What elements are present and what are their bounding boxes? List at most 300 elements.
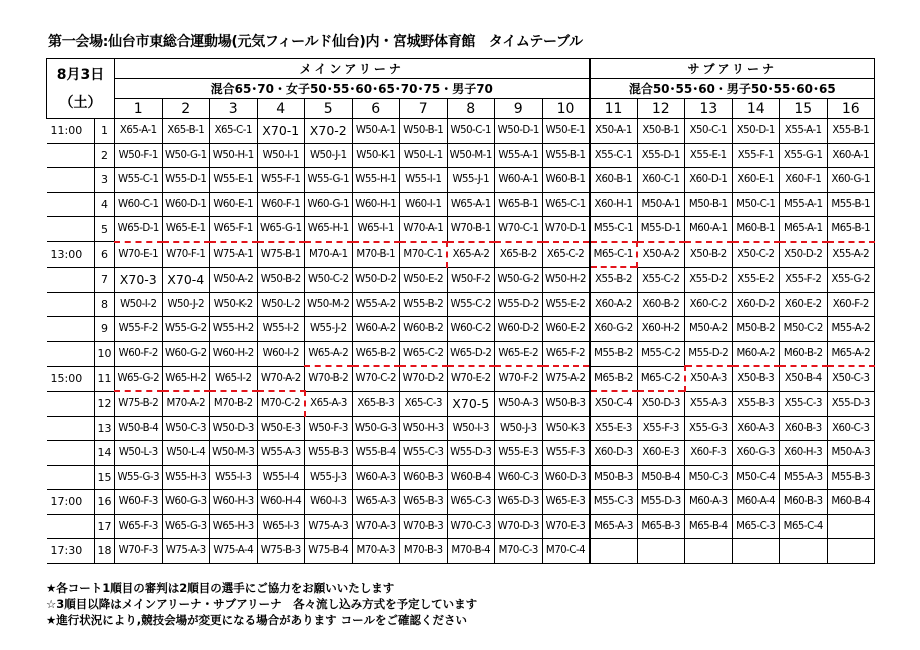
match-cell: M70-C-3 [495, 539, 543, 564]
round-number: 4 [95, 192, 115, 217]
table-row [47, 143, 875, 168]
match-cell: W70-A-3 [352, 514, 400, 539]
match-cell: M55-B-1 [827, 192, 875, 217]
match-cell: W65-C-1 [542, 192, 590, 217]
match-cell: M60-B-2 [780, 341, 828, 366]
match-cell: M50-C-1 [732, 192, 780, 217]
match-cell: W70-E-1 [115, 242, 163, 268]
match-cell: X55-D-1 [637, 143, 685, 168]
match-cell: W50-H-2 [542, 267, 590, 292]
match-cell: X55-C-3 [780, 391, 828, 416]
match-cell: W70-B-3 [400, 514, 448, 539]
match-cell: W75-A-2 [542, 366, 590, 391]
match-cell: W50-J-2 [162, 292, 210, 317]
match-cell: W65-C-3 [447, 490, 495, 515]
time-label [47, 465, 95, 490]
match-cell: X60-F-2 [827, 292, 875, 317]
match-cell: M50-B-3 [590, 465, 638, 490]
match-cell: W60-D-1 [162, 192, 210, 217]
match-cell: W50-H-3 [400, 416, 448, 441]
round-number: 14 [95, 441, 115, 466]
match-cell: W60-B-4 [447, 465, 495, 490]
table-row [47, 168, 875, 193]
match-cell: X70-1 [257, 119, 305, 144]
time-label [47, 514, 95, 539]
match-cell: X55-E-2 [732, 267, 780, 292]
table-row [47, 192, 875, 217]
match-cell: M55-D-3 [637, 490, 685, 515]
match-cell: M55-C-3 [590, 490, 638, 515]
match-cell: W65-H-2 [162, 366, 210, 391]
match-cell: X50-B-2 [685, 242, 733, 268]
match-cell: W65-D-3 [495, 490, 543, 515]
match-cell: X60-B-3 [780, 416, 828, 441]
match-cell: W50-D-1 [495, 119, 543, 144]
match-cell: W50-I-2 [115, 292, 163, 317]
match-cell: W50-C-1 [447, 119, 495, 144]
match-cell: W60-F-2 [115, 341, 163, 366]
sub-arena-categories: 混合50･55･60・男子50･55･60･65 [590, 79, 875, 99]
match-cell: W65-G-2 [115, 366, 163, 391]
match-cell [590, 539, 638, 564]
match-cell: W50-M-1 [447, 143, 495, 168]
match-cell: W70-D-2 [400, 366, 448, 391]
match-cell: M65-C-3 [732, 514, 780, 539]
match-cell: W60-F-1 [257, 192, 305, 217]
match-cell: X50-C-4 [590, 391, 638, 416]
match-cell: X55-A-1 [780, 119, 828, 144]
round-number: 18 [95, 539, 115, 564]
match-cell: M55-B-3 [827, 465, 875, 490]
match-cell: W75-B-3 [257, 539, 305, 564]
match-cell: W65-F-1 [210, 217, 258, 242]
match-cell: W55-J-1 [447, 168, 495, 193]
round-number: 16 [95, 490, 115, 515]
match-cell: W50-B-3 [542, 391, 590, 416]
time-label: 15:00 [47, 366, 95, 391]
match-cell: X50-D-2 [780, 242, 828, 268]
match-cell: X55-G-3 [685, 416, 733, 441]
match-cell: W75-A-3 [162, 539, 210, 564]
match-cell: W65-E-2 [495, 341, 543, 366]
match-cell: W65-A-2 [305, 341, 353, 366]
match-cell: W70-D-3 [495, 514, 543, 539]
match-cell: W60-C-1 [115, 192, 163, 217]
round-number: 1 [95, 119, 115, 144]
match-cell: W70-A-2 [257, 366, 305, 391]
match-cell: W55-G-1 [305, 168, 353, 193]
match-cell: M50-A-3 [827, 441, 875, 466]
match-cell: W50-H-1 [210, 143, 258, 168]
match-cell: W55-G-3 [115, 465, 163, 490]
match-cell: W75-B-2 [115, 391, 163, 416]
match-cell: W60-I-2 [257, 341, 305, 366]
match-cell: W60-H-3 [210, 490, 258, 515]
match-cell: W55-F-1 [257, 168, 305, 193]
match-cell: W55-B-2 [400, 292, 448, 317]
match-cell: X60-G-3 [732, 441, 780, 466]
match-cell: W55-C-2 [447, 292, 495, 317]
table-row [47, 341, 875, 366]
match-cell: X55-D-2 [685, 267, 733, 292]
match-cell: W70-B-1 [447, 217, 495, 242]
match-cell: W60-G-3 [162, 490, 210, 515]
match-cell: M55-B-2 [590, 341, 638, 366]
match-cell: M70-B-3 [400, 539, 448, 564]
match-cell: W50-C-2 [305, 267, 353, 292]
court-11-header: 11 [590, 99, 638, 119]
match-cell: W65-D-2 [447, 341, 495, 366]
court-12-header: 12 [637, 99, 685, 119]
match-cell: W55-I-1 [400, 168, 448, 193]
timetable [46, 58, 875, 564]
match-cell: W65-E-3 [542, 490, 590, 515]
match-cell: W65-A-3 [352, 490, 400, 515]
match-cell: X60-D-1 [685, 168, 733, 193]
match-cell: W60-C-2 [447, 317, 495, 342]
match-cell: W55-F-3 [542, 441, 590, 466]
match-cell: W50-K-2 [210, 292, 258, 317]
round-number: 9 [95, 317, 115, 342]
match-cell: M60-B-3 [780, 490, 828, 515]
match-cell: X65-A-3 [305, 391, 353, 416]
match-cell: X55-C-2 [637, 267, 685, 292]
match-cell: W70-F-1 [162, 242, 210, 268]
match-cell: W55-B-1 [542, 143, 590, 168]
match-cell: W60-G-2 [162, 341, 210, 366]
match-cell: X60-A-2 [590, 292, 638, 317]
match-cell: X60-D-2 [732, 292, 780, 317]
match-cell: M60-A-4 [732, 490, 780, 515]
match-cell: W65-I-2 [210, 366, 258, 391]
match-cell: X55-E-3 [590, 416, 638, 441]
match-cell: X60-E-1 [732, 168, 780, 193]
match-cell: X60-D-3 [590, 441, 638, 466]
time-label [47, 416, 95, 441]
match-cell: W65-F-3 [115, 514, 163, 539]
match-cell: W60-B-1 [542, 168, 590, 193]
match-cell: X55-F-1 [732, 143, 780, 168]
match-cell: W50-I-1 [257, 143, 305, 168]
match-cell: M60-A-1 [685, 217, 733, 242]
table-row [47, 391, 875, 416]
match-cell: M60-A-2 [732, 341, 780, 366]
sub-arena-header: サブアリーナ [590, 59, 875, 79]
match-cell: W60-A-2 [352, 317, 400, 342]
match-cell: W70-C-1 [495, 217, 543, 242]
time-label: 13:00 [47, 242, 95, 268]
match-cell: X65-C-1 [210, 119, 258, 144]
round-number: 12 [95, 391, 115, 416]
time-label [47, 168, 95, 193]
match-cell: W65-I-1 [352, 217, 400, 242]
match-cell: W65-A-1 [447, 192, 495, 217]
match-cell: M55-C-1 [590, 217, 638, 242]
round-number: 6 [95, 242, 115, 268]
match-cell: X65-C-2 [542, 242, 590, 268]
match-cell: X55-B-1 [827, 119, 875, 144]
round-number: 10 [95, 341, 115, 366]
court-6-header: 6 [352, 99, 400, 119]
date: 8月3日 [56, 66, 105, 83]
match-cell: W50-E-3 [257, 416, 305, 441]
match-cell: W55-E-3 [495, 441, 543, 466]
match-cell: M55-D-2 [685, 341, 733, 366]
match-cell: W55-I-2 [257, 317, 305, 342]
match-cell: W65-C-2 [400, 341, 448, 366]
round-number: 15 [95, 465, 115, 490]
table-row [47, 119, 875, 144]
match-cell: W50-F-3 [305, 416, 353, 441]
match-cell: X60-H-3 [780, 441, 828, 466]
time-label [47, 217, 95, 242]
match-cell: W55-D-2 [495, 292, 543, 317]
match-cell: W50-E-2 [400, 267, 448, 292]
match-cell: W75-A-3 [305, 514, 353, 539]
court-4-header: 4 [257, 99, 305, 119]
match-cell: W60-A-3 [352, 465, 400, 490]
match-cell: X65-C-3 [400, 391, 448, 416]
match-cell: W55-I-4 [257, 465, 305, 490]
match-cell [780, 539, 828, 564]
match-cell: W55-H-3 [162, 465, 210, 490]
match-cell: W70-D-1 [542, 217, 590, 242]
match-cell: W60-E-2 [542, 317, 590, 342]
match-cell: W55-F-2 [115, 317, 163, 342]
match-cell: W50-L-2 [257, 292, 305, 317]
match-cell: M65-C-4 [780, 514, 828, 539]
match-cell: M50-C-3 [685, 465, 733, 490]
match-cell: W70-E-3 [542, 514, 590, 539]
match-cell: X60-A-1 [827, 143, 875, 168]
match-cell: W55-A-2 [352, 292, 400, 317]
note-2: ☆3順目以降はメインアリーナ・サブアリーナ 各々流し込み方式を予定しています [46, 597, 478, 611]
match-cell: M70-C-4 [542, 539, 590, 564]
match-cell: W70-C-2 [352, 366, 400, 391]
match-cell: X55-A-3 [685, 391, 733, 416]
match-cell: W65-B-2 [352, 341, 400, 366]
time-label [47, 192, 95, 217]
match-cell: W60-I-3 [305, 490, 353, 515]
match-cell: W50-L-3 [115, 441, 163, 466]
note-1: ★各コート1順目の審判は2順目の選手にご協力をお願いいたします [46, 581, 395, 595]
match-cell: X50-B-1 [637, 119, 685, 144]
match-cell: M60-B-4 [827, 490, 875, 515]
match-cell: X55-G-2 [827, 267, 875, 292]
match-cell: M70-C-1 [400, 242, 448, 268]
match-cell: W60-G-1 [305, 192, 353, 217]
match-cell: X55-F-2 [780, 267, 828, 292]
court-15-header: 15 [780, 99, 828, 119]
match-cell: W65-H-1 [305, 217, 353, 242]
match-cell: W70-E-2 [447, 366, 495, 391]
match-cell: W70-B-2 [305, 366, 353, 391]
court-8-header: 8 [447, 99, 495, 119]
match-cell: W50-A-1 [352, 119, 400, 144]
match-cell: W50-B-1 [400, 119, 448, 144]
match-cell: W75-A-1 [210, 242, 258, 268]
match-cell: M70-A-3 [352, 539, 400, 564]
match-cell: W55-J-2 [305, 317, 353, 342]
match-cell: X55-B-2 [590, 267, 638, 292]
match-cell: X55-F-3 [637, 416, 685, 441]
match-cell: W60-E-1 [210, 192, 258, 217]
match-cell: W75-B-1 [257, 242, 305, 268]
match-cell: X60-C-3 [827, 416, 875, 441]
match-cell: W70-F-2 [495, 366, 543, 391]
match-cell: X50-B-4 [780, 366, 828, 391]
match-cell: X65-A-2 [447, 242, 495, 268]
match-cell: W55-C-1 [115, 168, 163, 193]
match-cell: W50-L-4 [162, 441, 210, 466]
time-label: 17:00 [47, 490, 95, 515]
match-cell: X70-3 [115, 267, 163, 292]
note-3: ★進行状況により,競技会場が変更になる場合があります コールをご確認ください [46, 613, 467, 627]
match-cell: X55-E-1 [685, 143, 733, 168]
match-cell: W50-F-2 [447, 267, 495, 292]
table-row [47, 267, 875, 292]
table-row [47, 242, 875, 268]
match-cell: W70-F-3 [115, 539, 163, 564]
court-3-header: 3 [210, 99, 258, 119]
court-2-header: 2 [162, 99, 210, 119]
match-cell: M55-A-2 [827, 317, 875, 342]
match-cell: W65-I-3 [257, 514, 305, 539]
match-cell: W75-A-4 [210, 539, 258, 564]
match-cell: W60-H-1 [352, 192, 400, 217]
match-cell: X60-B-1 [590, 168, 638, 193]
round-number: 11 [95, 366, 115, 391]
match-cell: W70-C-3 [447, 514, 495, 539]
table-row [47, 441, 875, 466]
match-cell: X55-D-3 [827, 391, 875, 416]
round-number: 2 [95, 143, 115, 168]
match-cell: M70-B-4 [447, 539, 495, 564]
court-1-header: 1 [115, 99, 163, 119]
table-row [47, 416, 875, 441]
match-cell: M55-A-3 [780, 465, 828, 490]
match-cell: X65-B-1 [162, 119, 210, 144]
court-7-header: 7 [400, 99, 448, 119]
match-cell: W65-H-3 [210, 514, 258, 539]
match-cell: X50-D-1 [732, 119, 780, 144]
match-cell: W50-L-1 [400, 143, 448, 168]
match-cell: X60-B-2 [637, 292, 685, 317]
match-cell: X60-H-2 [637, 317, 685, 342]
notes [46, 580, 477, 628]
match-cell: W65-E-1 [162, 217, 210, 242]
match-cell: M50-B-4 [637, 465, 685, 490]
match-cell: X50-A-2 [637, 242, 685, 268]
match-cell: W55-J-3 [305, 465, 353, 490]
match-cell: M70-A-2 [162, 391, 210, 416]
match-cell [827, 514, 875, 539]
court-number-row [47, 99, 875, 119]
match-cell: X65-A-1 [115, 119, 163, 144]
court-10-header: 10 [542, 99, 590, 119]
round-number: 13 [95, 416, 115, 441]
match-cell: X50-C-3 [827, 366, 875, 391]
match-cell: X55-C-1 [590, 143, 638, 168]
match-cell: W50-A-2 [210, 267, 258, 292]
match-cell: M70-B-2 [210, 391, 258, 416]
match-cell: W50-M-3 [210, 441, 258, 466]
match-cell: W55-A-1 [495, 143, 543, 168]
match-cell [827, 539, 875, 564]
match-cell: X60-G-1 [827, 168, 875, 193]
match-cell: X55-B-3 [732, 391, 780, 416]
match-cell: X50-A-3 [685, 366, 733, 391]
court-13-header: 13 [685, 99, 733, 119]
match-cell: M65-A-1 [780, 217, 828, 242]
match-cell: W50-I-3 [447, 416, 495, 441]
match-cell: M65-B-3 [637, 514, 685, 539]
match-cell: X60-H-1 [590, 192, 638, 217]
match-cell: W50-B-4 [115, 416, 163, 441]
table-row [47, 292, 875, 317]
match-cell: X70-5 [447, 391, 495, 416]
match-cell: X65-B-3 [352, 391, 400, 416]
match-cell: W65-G-1 [257, 217, 305, 242]
match-cell: X60-F-3 [685, 441, 733, 466]
match-cell: M65-A-2 [827, 341, 875, 366]
match-cell: X60-C-1 [637, 168, 685, 193]
match-cell: M65-C-1 [590, 242, 638, 268]
match-cell: W60-D-2 [495, 317, 543, 342]
match-cell: W60-F-3 [115, 490, 163, 515]
match-cell: W55-D-1 [162, 168, 210, 193]
match-cell: W70-A-1 [400, 217, 448, 242]
match-cell: M50-A-2 [685, 317, 733, 342]
match-cell: W60-D-3 [542, 465, 590, 490]
round-number: 5 [95, 217, 115, 242]
time-label [47, 391, 95, 416]
match-cell: X70-4 [162, 267, 210, 292]
match-cell: W50-C-3 [162, 416, 210, 441]
match-cell: X70-2 [305, 119, 353, 144]
match-cell: X60-F-1 [780, 168, 828, 193]
weekday: （土） [59, 94, 102, 111]
match-cell: W60-B-2 [400, 317, 448, 342]
match-cell: W55-H-2 [210, 317, 258, 342]
match-cell: W50-F-1 [115, 143, 163, 168]
match-cell: W60-B-3 [400, 465, 448, 490]
round-number: 3 [95, 168, 115, 193]
table-row [47, 217, 875, 242]
main-arena-categories: 混合65･70・女子50･55･60･65･70･75・男子70 [115, 79, 590, 99]
time-label [47, 143, 95, 168]
match-cell: W50-K-1 [352, 143, 400, 168]
match-cell: M60-B-1 [732, 217, 780, 242]
court-9-header: 9 [495, 99, 543, 119]
match-cell: M55-C-2 [637, 341, 685, 366]
match-cell: W65-D-1 [115, 217, 163, 242]
match-cell: W55-E-1 [210, 168, 258, 193]
time-label: 17:30 [47, 539, 95, 564]
match-cell: X50-A-1 [590, 119, 638, 144]
match-cell: M50-C-4 [732, 465, 780, 490]
match-cell: M55-D-1 [637, 217, 685, 242]
time-label [47, 341, 95, 366]
court-16-header: 16 [827, 99, 875, 119]
match-cell: W50-A-3 [495, 391, 543, 416]
match-cell: X60-E-3 [637, 441, 685, 466]
table-row [47, 539, 875, 564]
match-cell [732, 539, 780, 564]
match-cell: W55-D-3 [447, 441, 495, 466]
time-label [47, 317, 95, 342]
match-cell: X60-A-3 [732, 416, 780, 441]
